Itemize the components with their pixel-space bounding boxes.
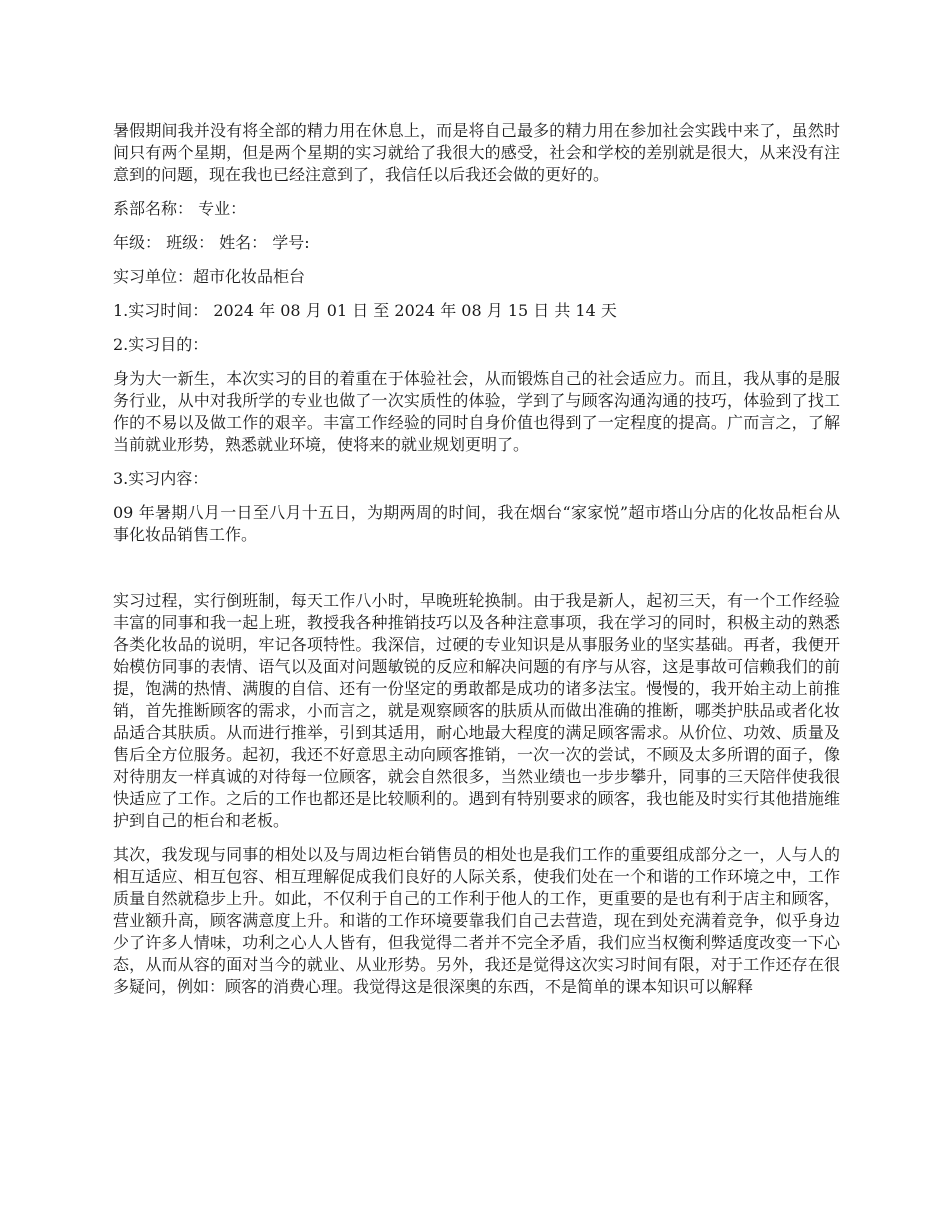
process-paragraph: 实习过程，实行倒班制，每天工作八小时，早晚班轮换制。由于我是新人，起初三天，有一个工作经验丰富的同事和我一起上班，教授我各种推销技巧以及各种注意事项，我在学习的同时，积极主动的熟悉各类化妆品的说明，牢记各项特性。我深信，过硬的专业知识是从事服务业的坚实基础。再者，我便开始模仿同事的表情、语气以及面对问题敏锐的反应和解决问题的有序与从容，这是事故可信赖我们的前提，饱满的热情、满腹的自信、还有一份坚定的勇敢都是成功的诸多法宝。慢慢的，我开始主动上前推销，首先推断顾客的需求，小而言之，就是观察顾客的肤质从而做出准确的推断，哪类护肤品或者化妆品适合其肤质。从而进行推举，引到其适用，耐心地最大程度的满足顾客需求。从价位、功效、质量及售后全方位服务。起初，我还不好意思主动向顾客推销，一次一次的尝试，不顾及太多所谓的面子，像对待朋友一样真诚的对待每一位顾客，就会自然很多，当然业绩也一步步攀升，同事的三天陪伴使我很快适应了工作。之后的工作也都还是比较顺利的。遇到有特别要求的顾客，我也能及时实行其他措施维护到自己的柜台和老板。	[113, 591, 840, 830]
department-line: 系部名称： 专业：	[113, 199, 247, 218]
content-heading: 3.实习内容：	[113, 469, 209, 488]
purpose-paragraph: 身为大一新生，本次实习的目的着重在于体验社会，从而锻炼自己的社会适应力。而且，我从事的是服务行业，从中对我所学的专业也做了一次实质性的体验，学到了与顾客沟通沟通的技巧，体验到了找工作的不易以及做工作的艰辛。丰富工作经验的同时自身价值也得到了一定程度的提高。广而言之，了解当前就业形势，熟悉就业环境，使将来的就业规划更明了。	[113, 369, 840, 454]
student-info-line: 年级： 班级： 姓名： 学号:	[113, 233, 310, 252]
internship-time-line: 1.实习时间： 2024 年 08 月 01 日 至 2024 年 08 月 15 日 共 14 天	[113, 301, 617, 320]
internship-unit-line: 实习单位：超市化妆品柜台	[113, 267, 306, 286]
document-page	[113, 120, 840, 1010]
content-paragraph: 09 年暑期八月一日至八月十五日，为期两周的时间，我在烟台“家家悦”超市塔山分店的化妆品柜台从事化妆品销售工作。	[113, 503, 840, 544]
paragraph-gap	[113, 558, 840, 590]
relations-paragraph: 其次，我发现与同事的相处以及与周边柜台销售员的相处也是我们工作的重要组成部分之一，人与人的相互适应、相互包容、相互理解促成我们良好的人际关系，使我们处在一个和谐的工作环境之中，工作质量自然就稳步上升。如此，不仅利于自己的工作利于他人的工作，更重要的是也有利于店主和顾客，营业额升高，顾客满意度上升。和谐的工作环境要靠我们自己去营造，现在到处充满着竞争，似乎身边少了许多人情味，功利之心人人皆有，但我觉得二者并不完全矛盾，我们应当权衡利弊适度改变一下心态，从而从容的面对当今的就业、从业形势。另外，我还是觉得这次实习时间有限，对于工作还存在很多疑问，例如：顾客的消费心理。我觉得这是很深奥的东西，不是简单的课本知识可以解释	[113, 845, 840, 996]
purpose-heading: 2.实习目的：	[113, 335, 209, 354]
intro-paragraph: 暑假期间我并没有将全部的精力用在休息上，而是将自己最多的精力用在参加社会实践中来了，虽然时间只有两个星期，但是两个星期的实习就给了我很大的感受，社会和学校的差别就是很大，从来没有注意到的问题，现在我也已经注意到了，我信任以后我还会做的更好的。	[113, 121, 840, 184]
